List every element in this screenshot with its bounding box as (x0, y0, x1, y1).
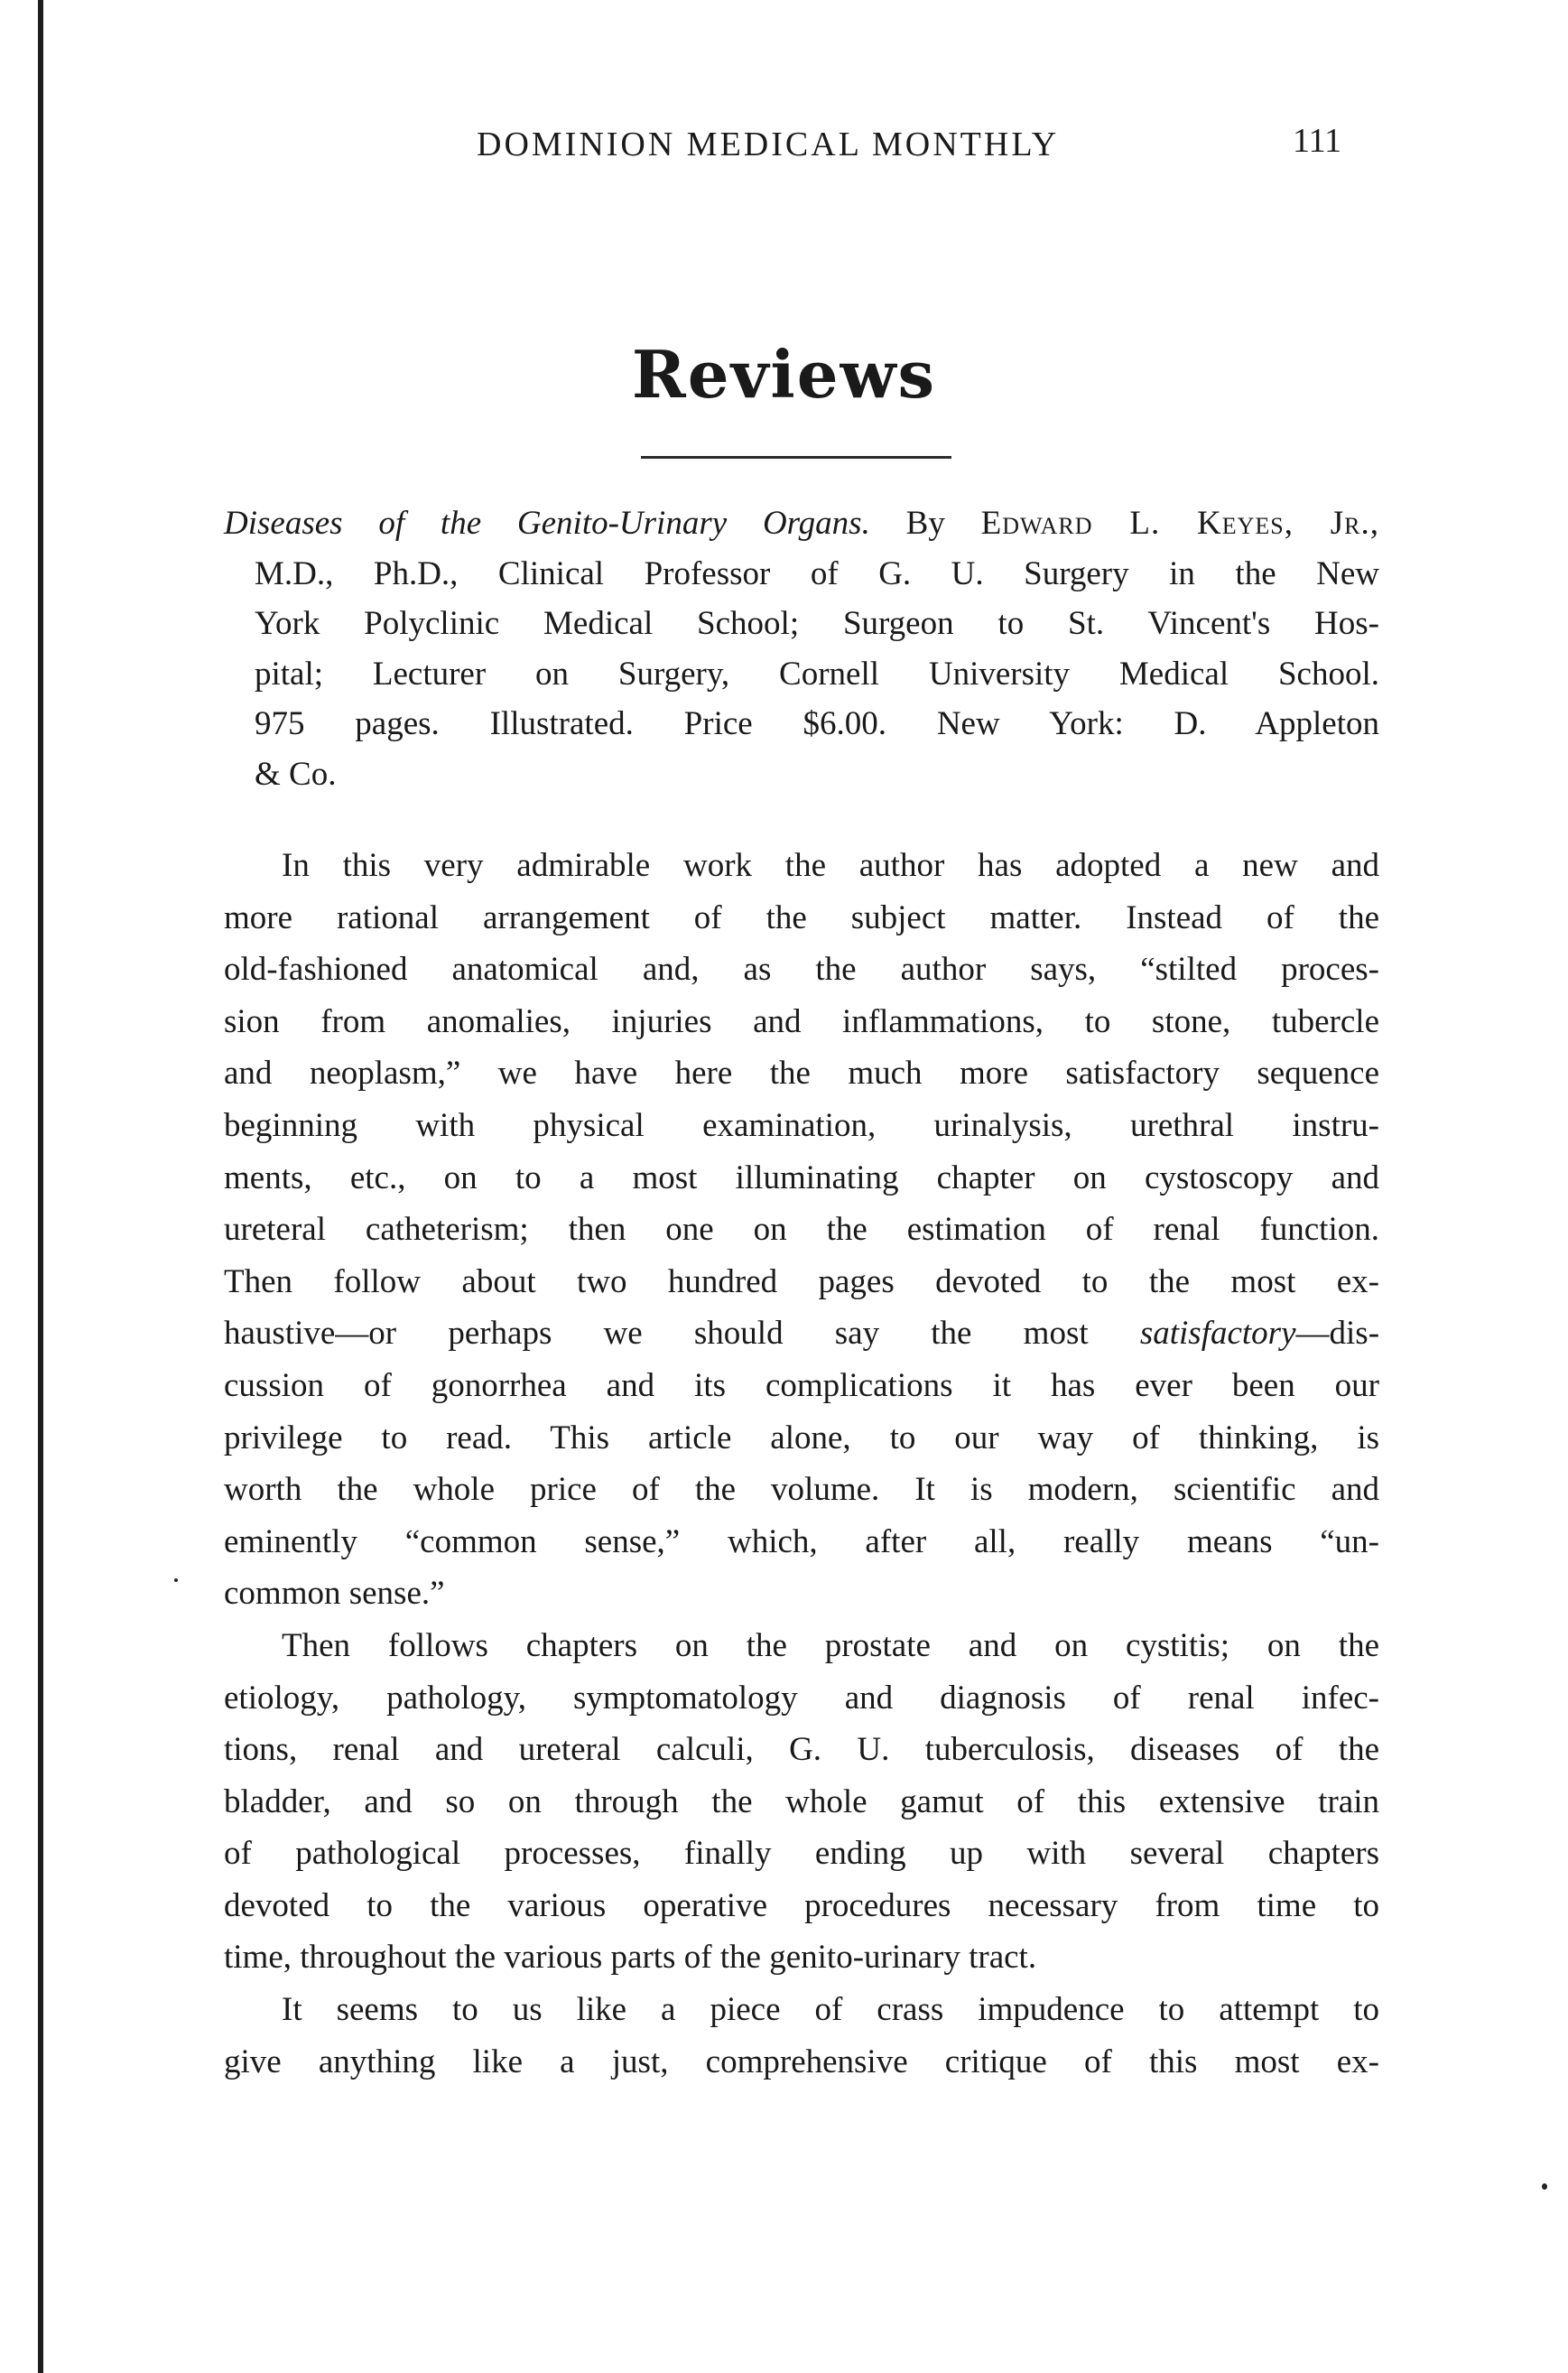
text-line: etiology, pathology, symptomatology and diagnosis of renal infec- (224, 1679, 1379, 1717)
citation-line: & Co. (255, 755, 337, 793)
margin-speck (174, 1578, 178, 1582)
paragraph (224, 1620, 1379, 1984)
text-line: old-fashioned anatomical and, as the author says, “stilted proces- (224, 951, 1379, 989)
review-body (224, 840, 1379, 2088)
paragraph (224, 840, 1379, 1620)
book-author: Edward L. Keyes, Jr., (980, 505, 1379, 542)
text-line: bladder, and so on through the whole gamut of this extensive train (224, 1782, 1379, 1820)
book-citation (224, 498, 1379, 799)
citation-line: York Polyclinic Medical School; Surgeon to St. Vincent's Hos- (255, 605, 1379, 642)
citation-line: pital; Lecturer on Surgery, Cornell University Medical School. (255, 655, 1379, 693)
text-segment: haustive—or perhaps we should say the most (224, 1315, 1089, 1353)
text-line: tions, renal and ureteral calculi, G. U. tuberculosis, diseases of the (224, 1731, 1379, 1769)
text-line: of pathological processes, finally ending up with several chapters (224, 1835, 1379, 1873)
text-line: ments, etc., on to a most illuminating chapter on cystoscopy and (224, 1159, 1379, 1196)
citation-line (224, 498, 1379, 549)
text-line: Then follows chapters on the prostate and on cystitis; on the (282, 1626, 1379, 1664)
text-line: common sense.” (224, 1575, 445, 1613)
text-line: worth the whole price of the volume. It is modern, scientific and (224, 1471, 1379, 1509)
text-line: more rational arrangement of the subject matter. Instead of the (224, 898, 1379, 936)
text-line (224, 1307, 1379, 1360)
citation-line: M.D., Ph.D., Clinical Professor of G. U. Surgery in the New (255, 554, 1379, 592)
text-line: eminently “common sense,” which, after all, really means “un- (224, 1522, 1379, 1560)
running-head: DOMINION MEDICAL MONTHLY (477, 126, 1060, 163)
text-segment: —dis- (1295, 1315, 1380, 1353)
text-line: privilege to read. This article alone, to our way of thinking, is (224, 1419, 1379, 1456)
citation-line: 975 pages. Illustrated. Price $6.00. New York: D. Appleton (255, 705, 1379, 742)
text-line: Then follow about two hundred pages devoted to the most ex- (224, 1262, 1379, 1300)
emphasis-text: satisfactory (1139, 1315, 1296, 1353)
paragraph (224, 1984, 1379, 2088)
text-line: sion from anomalies, injuries and inflammations, to stone, tubercle (224, 1002, 1379, 1040)
text-line: and neoplasm,” we have here the much more satisfactory sequence (224, 1055, 1379, 1093)
text-line: devoted to the various operative procedures necessary from time to (224, 1886, 1379, 1924)
book-title: Diseases of the Genito-Urinary Organs. (224, 505, 870, 542)
page-number: 111 (1293, 122, 1342, 160)
section-title: Reviews (631, 336, 937, 413)
margin-speck (1542, 2183, 1547, 2190)
text-line: In this very admirable work the author has adopted a new and (282, 847, 1379, 884)
text-line: cussion of gonorrhea and its complications it has ever been our (224, 1366, 1379, 1404)
title-rule (641, 456, 951, 459)
text-line: beginning with physical examination, urinalysis, urethral instru- (224, 1106, 1379, 1144)
citation-text: By (905, 505, 945, 542)
text-line: ureteral catheterism; then one on the estimation of renal function. (224, 1211, 1379, 1249)
text-line: give anything like a just, comprehensive critique of this most ex- (224, 2043, 1379, 2080)
text-line: It seems to us like a piece of crass impudence to attempt to (282, 1991, 1379, 2029)
text-line: time, throughout the various parts of the genito-urinary tract. (224, 1939, 1037, 1977)
